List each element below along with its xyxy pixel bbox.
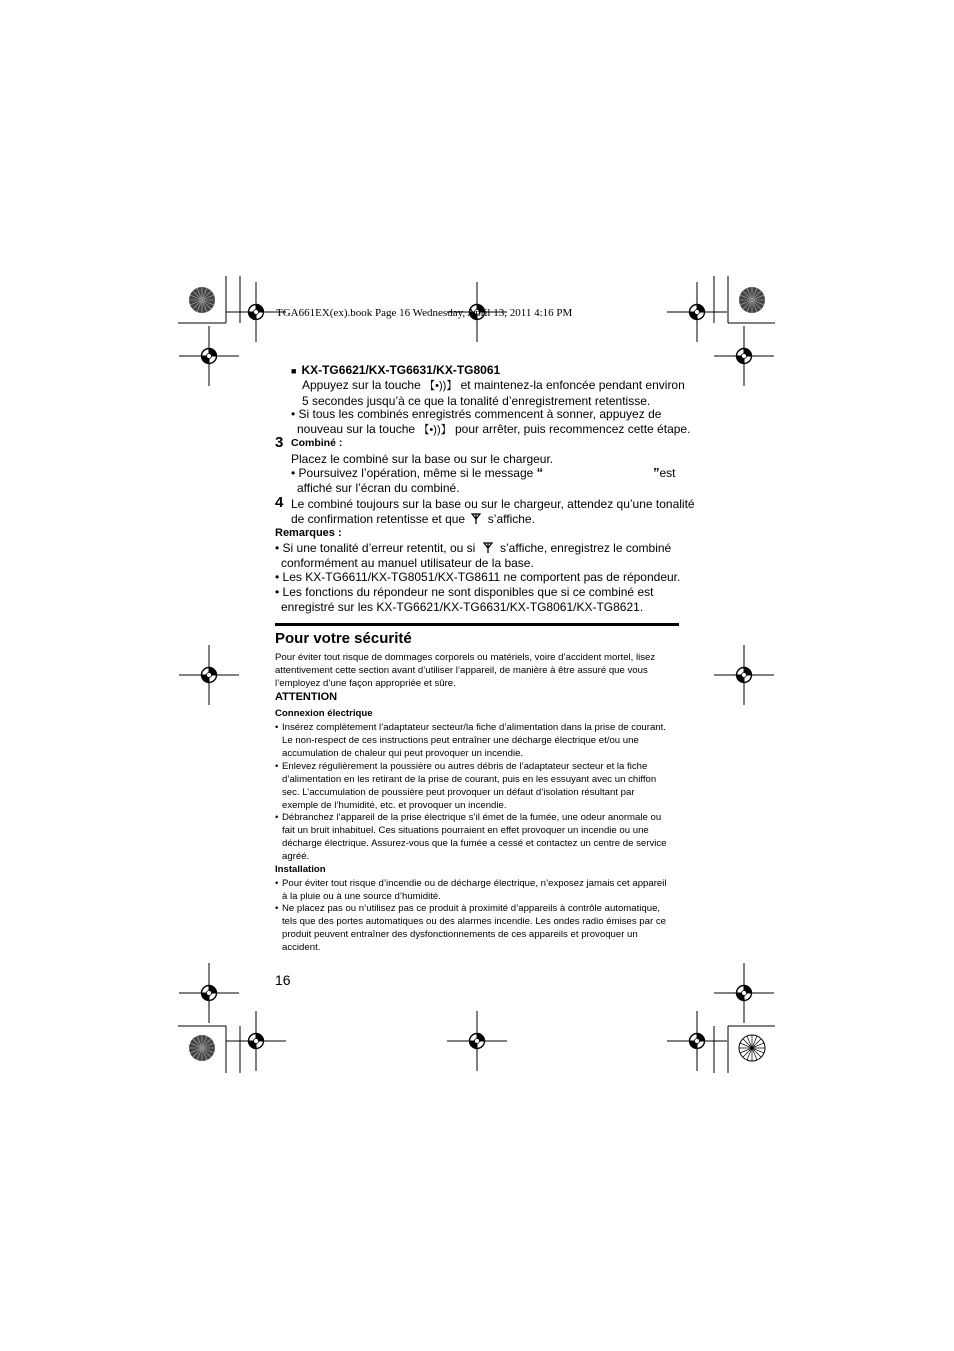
subheading-electrical: Connexion électrique <box>275 708 373 719</box>
model-heading <box>291 363 500 379</box>
text: affiché sur l’écran du combiné. <box>297 480 460 495</box>
text: 5 secondes jusqu’à ce que la tonalité d’enregistrement retentisse. <box>302 393 651 408</box>
bullet-icon: • <box>291 466 296 480</box>
attention-heading: ATTENTION <box>275 691 338 703</box>
step-number: 3 <box>275 434 284 451</box>
bullet-icon: • <box>275 541 280 555</box>
bullet-icon: • <box>291 407 296 421</box>
bullet-icon: • <box>275 570 280 584</box>
text: attentivement cette section avant d’utiliser l’appareil, de manière à être assuré que vous <box>275 665 648 676</box>
safety-intro <box>275 651 655 690</box>
antenna-icon <box>483 542 493 553</box>
list-item <box>275 541 671 570</box>
text-line: accumulation de chaleur qui peut provoquer un incendie. <box>282 748 524 759</box>
list-item <box>275 585 653 614</box>
text-line: à la pluie ou à une source d’humidité. <box>282 891 441 902</box>
list-item <box>275 877 667 903</box>
step-number: 4 <box>275 494 284 511</box>
text: Pour éviter tout risque de dommages corporels ou matériels, voire d’accident mortel, lisez <box>275 652 656 663</box>
list-item <box>291 466 681 495</box>
text-line: décharge électrique. Assurez-vous que la fumée a cessé et contactez un centre de service <box>282 838 667 849</box>
text: s’affiche, enregistrez le combiné <box>500 541 672 555</box>
text-line: d’alimentation en les retirant de la prise de courant, puis en les essuyant avec un chiffon <box>282 774 657 785</box>
bullet-icon: • <box>275 812 279 823</box>
text: Le combiné toujours sur la base ou sur le chargeur, attendez qu’une tonalité <box>291 497 695 511</box>
text-line: produit peuvent entraîner des dysfonctionnements de ces appareils et provoquer un <box>282 929 638 940</box>
bullet-icon: • <box>275 761 279 772</box>
step-text <box>291 497 695 526</box>
bullet-icon: • <box>275 722 279 733</box>
bullet-icon: • <box>275 585 280 599</box>
text-line: accident. <box>282 942 321 953</box>
text-line: Ne placez pas ou n’utilisez pas ce produit à proximité d’appareils à contrôle automatique, <box>282 903 661 914</box>
section-divider <box>275 623 679 626</box>
text-line: exemple de l’humidité, etc. et provoquer un incendie. <box>282 800 507 811</box>
list-item <box>275 721 666 760</box>
text: Les KX-TG6611/KX-TG8051/KX-TG8611 ne comportent pas de répondeur. <box>282 570 681 584</box>
bullet-icon: • <box>275 878 279 889</box>
text-line: Débranchez l’appareil de la prise électrique s’il émet de la fumée, une odeur anormale ou <box>282 812 662 823</box>
text-line: Enlevez régulièrement la poussière ou autres débris de l’adaptateur secteur et la fiche <box>282 761 648 772</box>
text: Poursuivez l’opération, même si le message <box>298 466 534 480</box>
intercom-key-icon: 【•))】 <box>424 380 458 392</box>
text-line: sec. L’accumulation de poussière peut provoquer un défaut d’isolation résultant par <box>282 787 635 798</box>
step-title: Combiné : <box>291 437 343 449</box>
text: Les fonctions du répondeur ne sont disponibles que si ce combiné est <box>282 585 654 599</box>
instruction-paragraph <box>302 378 685 408</box>
text-line: Insérez complètement l’adaptateur secteur/la fiche d’alimentation dans la prise de courant. <box>282 722 666 733</box>
square-bullet-icon: ■ <box>291 366 297 376</box>
antenna-icon <box>471 513 481 524</box>
model-heading-text: KX-TG6621/KX-TG6631/KX-TG8061 <box>301 363 501 377</box>
list-item <box>275 760 656 812</box>
text: Appuyez sur la touche <box>302 378 421 392</box>
text: de confirmation retentisse et que <box>291 511 466 526</box>
text: s’affiche. <box>487 511 535 526</box>
subheading-installation: Installation <box>275 864 326 875</box>
quote-open: “ <box>536 465 544 480</box>
list-item <box>275 811 667 863</box>
text: enregistré sur les KX-TG6621/KX-TG6631/KX-TG8061/KX-TG8621. <box>281 599 644 614</box>
list-item <box>275 570 680 585</box>
text: et maintenez-la enfoncée pendant environ <box>460 378 685 392</box>
page-number: 16 <box>275 972 291 988</box>
text-line: fait un bruit inhabituel. Ces situations pourraient en effet provoquer un incendie ou une <box>282 825 649 836</box>
quote-close: ” <box>653 465 660 480</box>
text-line: agréé. <box>282 851 310 862</box>
bullet-icon: • <box>275 903 279 914</box>
intercom-key-icon: 【•))】 <box>418 423 452 436</box>
text: Si une tonalité d’erreur retentit, ou si <box>282 541 476 555</box>
section-title: Pour votre sécurité <box>275 630 412 647</box>
book-header: TGA661EX(ex).book Page 16 Wednesday, April 13, 2011 4:16 PM <box>276 307 573 319</box>
text: nouveau sur la touche <box>297 421 416 436</box>
text: conformément au manuel utilisateur de la base. <box>281 555 534 570</box>
text-line: Le non-respect de ces instructions peut entraîner une décharge électrique et/ou une <box>282 735 639 746</box>
remarks-title: Remarques : <box>275 527 342 539</box>
list-item <box>275 902 666 954</box>
text: est <box>659 466 676 480</box>
text: Si tous les combinés enregistrés commencent à sonner, appuyez de <box>298 407 662 421</box>
list-item <box>291 407 690 437</box>
text: l’employez d’une façon appropriée et sûre. <box>275 678 456 689</box>
text: pour arrêter, puis recommencez cette étape. <box>454 421 691 436</box>
text-line: tels que des portes automatiques ou des alarmes incendie. Les ondes radio émises par ce <box>282 916 666 927</box>
step-text: Placez le combiné sur la base ou sur le chargeur. <box>291 452 554 466</box>
text-line: Pour éviter tout risque d’incendie ou de décharge électrique, n’exposez jamais cet appareil <box>282 878 667 889</box>
